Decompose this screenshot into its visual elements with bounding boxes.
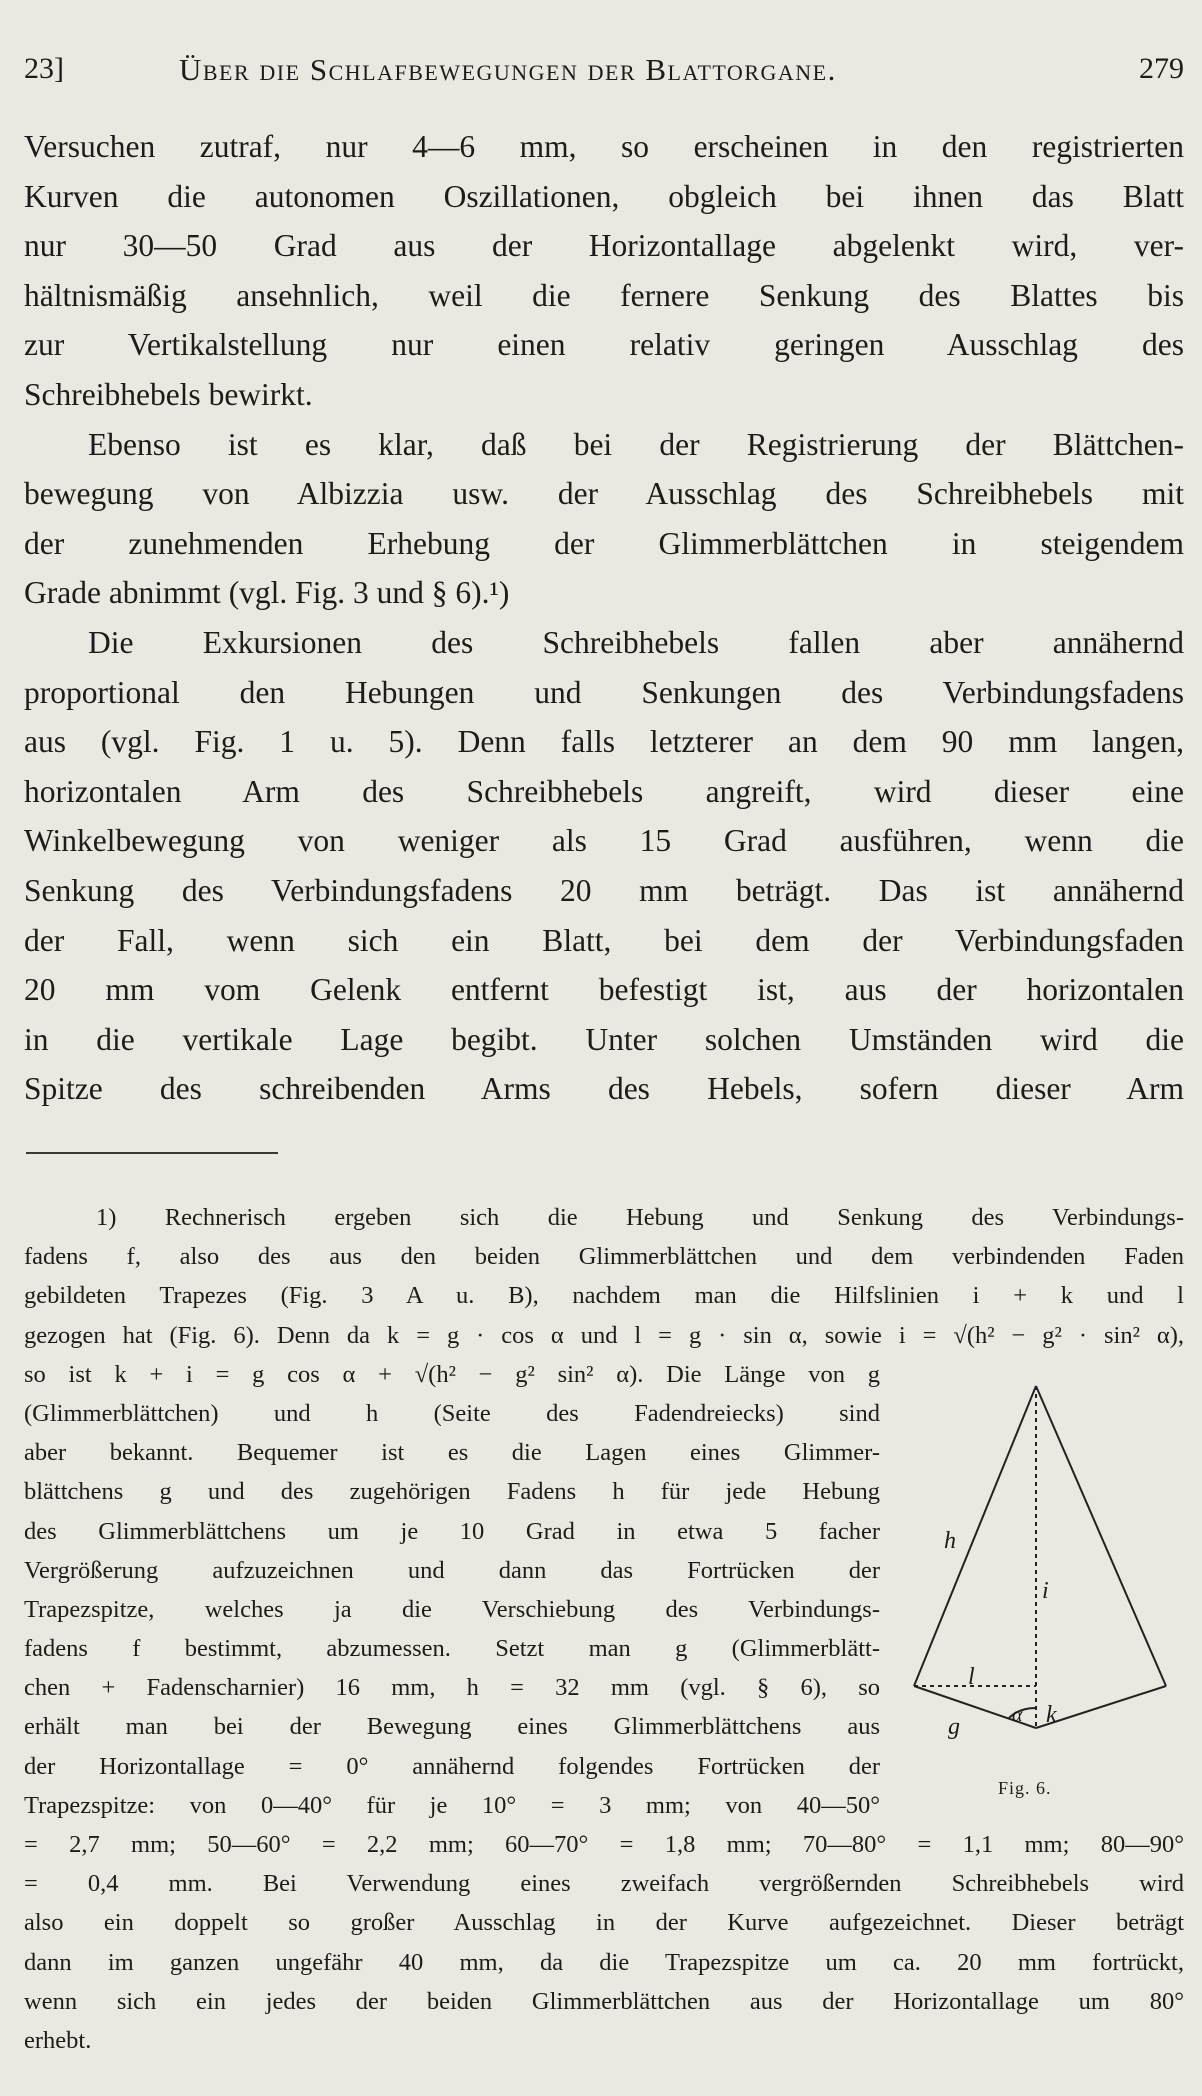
text-line: Ebenso ist es klar, daß bei der Registrierung der Blättchen- [88,426,1184,462]
text-line: Kurven die autonomen Oszillationen, obgleich bei ihnen das Blatt [24,178,1184,214]
label-l: l [968,1664,975,1690]
trapezoid-drawing [900,1378,1180,1778]
side-h-line [914,1386,1036,1686]
footnote-line: aber bekannt. Bequemer ist es die Lagen eines Glimmer- [24,1439,880,1467]
label-alpha: α [1012,1704,1023,1726]
footnote-line: Trapezspitze, welches ja die Verschiebung des Verbindungs- [24,1595,880,1623]
running-title: Über die Schlafbewegungen der Blattorgane. [179,52,837,87]
section-number: 23] [24,52,64,85]
text-line: der zunehmenden Erhebung der Glimmerblättchen in steigendem [24,525,1184,561]
footnote-line: Trapezspitze: von 0—40° für je 10° = 3 mm; von 40—50° [24,1791,880,1819]
text-line: Schreibhebels bewirkt. [24,376,313,412]
page-number: 279 [1139,52,1184,85]
running-header [24,52,1184,92]
text-line: horizontalen Arm des Schreibhebels angreift, wird dieser eine [24,773,1184,809]
footnote-divider [26,1152,278,1154]
footnote-line: = 0,4 mm. Bei Verwendung eines zweifach vergrößernden Schreibhebels wird [24,1870,1184,1898]
text-line: hältnismäßig ansehnlich, weil die fernere Senkung des Blattes bis [24,277,1184,313]
text-line: aus (vgl. Fig. 1 u. 5). Denn falls letzterer an dem 90 mm langen, [24,724,1184,760]
text-line: bewegung von Albizzia usw. der Ausschlag des Schreibhebels mit [24,476,1184,512]
text-line: Winkelbewegung von weniger als 15 Grad ausführen, wenn die [24,823,1184,859]
footnote-line: der Horizontallage = 0° annähernd folgendes Fortrücken der [24,1752,880,1780]
text-line: der Fall, wenn sich ein Blatt, bei dem der Verbindungsfaden [24,922,1184,958]
text-line: Senkung des Verbindungsfadens 20 mm beträgt. Das ist annähernd [24,872,1184,908]
figure-caption: Fig. 6. [998,1778,1052,1798]
text-line: nur 30—50 Grad aus der Horizontallage abgelenkt wird, ver- [24,228,1184,264]
label-g: g [948,1714,960,1740]
text-line: 20 mm vom Gelenk entfernt befestigt ist, aus der horizontalen [24,972,1184,1008]
footnote-line: so ist k + i = g cos α + √(h² − g² sin² α). Die Länge von g [24,1360,880,1388]
label-k: k [1046,1702,1057,1728]
footnote-line: Vergrößerung aufzuzeichnen und dann das Fortrücken der [24,1556,880,1584]
text-line: zur Vertikalstellung nur einen relativ geringen Ausschlag des [24,327,1184,363]
footnote-line: erhält man bei der Bewegung eines Glimmerblättchens aus [24,1713,880,1741]
text-line: Die Exkursionen des Schreibhebels fallen aber annähernd [88,624,1184,660]
figure-6-trapezoid-diagram [900,1378,1180,1798]
footnote-line: erhebt. [24,2026,92,2054]
label-h: h [944,1528,956,1554]
text-line: Versuchen zutraf, nur 4—6 mm, so erscheinen in den registrierten [24,129,1184,164]
footnote-line: blättchens g und des zugehörigen Fadens h für jede Hebung [24,1478,880,1506]
label-i: i [1042,1578,1049,1604]
footnote-line: des Glimmerblättchens um je 10 Grad in etwa 5 facher [24,1517,880,1545]
footnote-line: 1) Rechnerisch ergeben sich die Hebung und Senkung des Verbindungs- [96,1204,1184,1231]
footnote-line: gebildeten Trapezes (Fig. 3 A u. B), nachdem man die Hilfslinien i + k und l [24,1282,1184,1310]
footnote-line: (Glimmerblättchen) und h (Seite des Fadendreiecks) sind [24,1399,880,1427]
footnote-line: dann im ganzen ungefähr 40 mm, da die Trapezspitze um ca. 20 mm fortrückt, [24,1948,1184,1976]
side-right-line [1036,1386,1166,1686]
footnote-line: wenn sich ein jedes der beiden Glimmerblättchen aus der Horizontallage um 80° [24,1987,1184,2015]
footnote-line: fadens f bestimmt, abzumessen. Setzt man g (Glimmerblätt- [24,1635,880,1663]
text-line: Spitze des schreibenden Arms des Hebels, sofern dieser Arm [24,1071,1184,1107]
footnote-line: = 2,7 mm; 50—60° = 2,2 mm; 60—70° = 1,8 mm; 70—80° = 1,1 mm; 80—90° [24,1831,1184,1858]
footnote-line: chen + Fadenscharnier) 16 mm, h = 32 mm (vgl. § 6), so [24,1674,880,1702]
text-line: proportional den Hebungen und Senkungen des Verbindungsfadens [24,674,1184,710]
text-line: in die vertikale Lage begibt. Unter solchen Umständen wird die [24,1021,1184,1057]
footnote-line: also ein doppelt so großer Ausschlag in der Kurve aufgezeichnet. Dieser beträgt [24,1909,1184,1937]
text-line: Grade abnimmt (vgl. Fig. 3 und § 6).¹) [24,575,510,611]
footnote-line: gezogen hat (Fig. 6). Denn da k = g · cos α und l = g · sin α, sowie i = √(h² − g² · sin² α), [24,1321,1184,1349]
main-text [24,122,1184,1114]
footnote-line: fadens f, also des aus den beiden Glimmerblättchen und dem verbindenden Faden [24,1243,1184,1271]
